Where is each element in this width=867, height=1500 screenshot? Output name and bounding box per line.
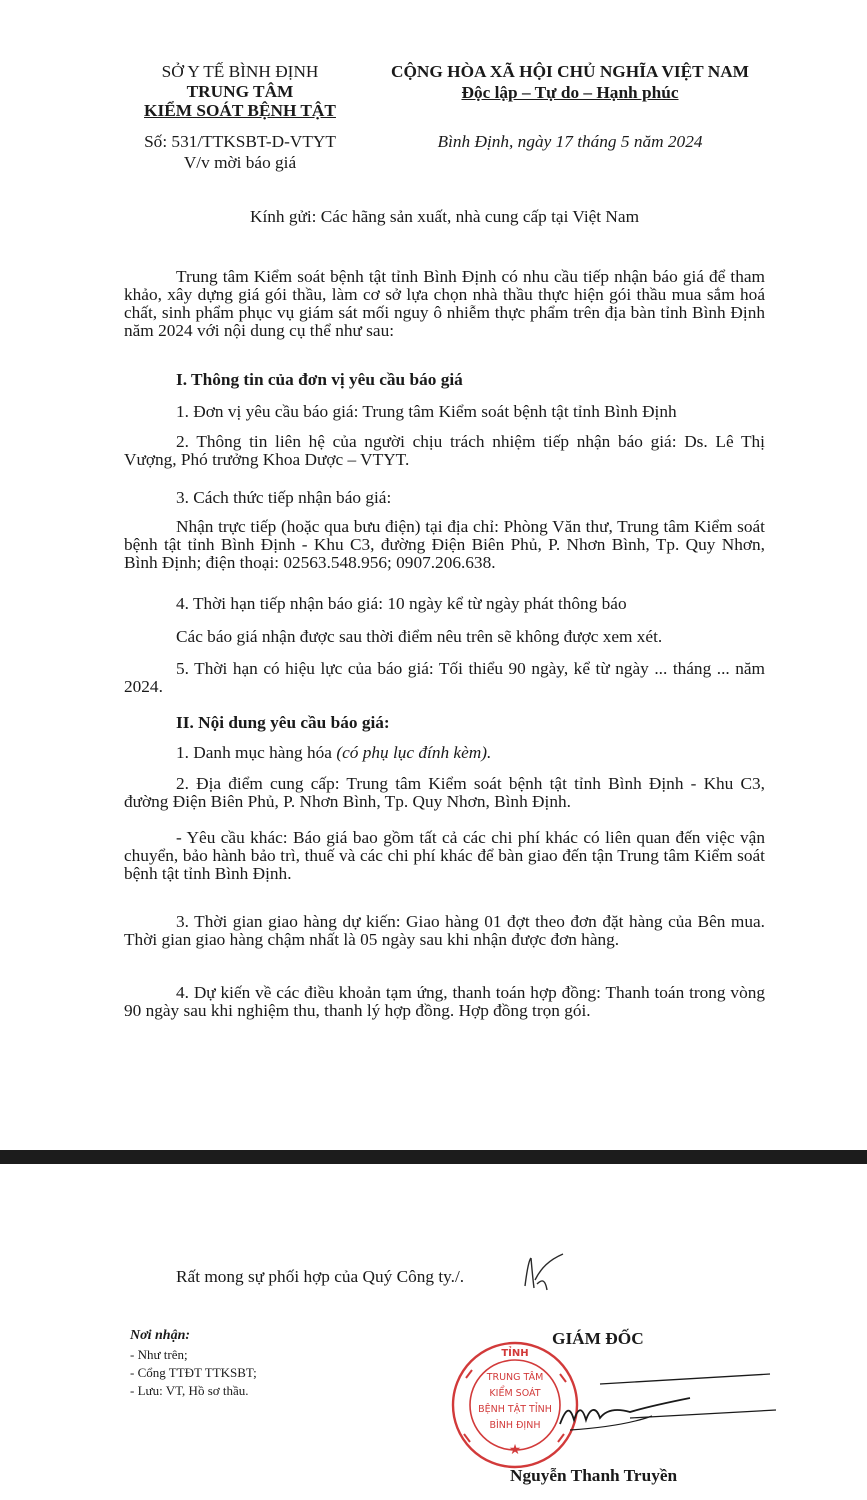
recipients-item-1: - Như trên; [130, 1347, 188, 1362]
recipient-line: Kính gửi: Các hãng sản xuất, nhà cung cấp tại Việt Nam [249, 207, 640, 226]
document-number: Số: 531/TTKSBT-D-VTYT [144, 132, 336, 151]
section2-item1-note: (có phụ lục đính kèm). [336, 743, 492, 762]
page-separator [0, 1150, 867, 1164]
center-name-underlined: KIỂM SOÁT BỆNH TẬT [144, 101, 336, 120]
recipients-item-2: - Cổng TTĐT TTKSBT; [130, 1365, 257, 1380]
stamp-ring-top: TỈNH [501, 1348, 529, 1359]
stamp-text-3: BỆNH TẬT TỈNH [478, 1404, 552, 1415]
section1-title: I. Thông tin của đơn vị yêu cầu báo giá [176, 370, 463, 389]
director-signature [540, 1372, 780, 1442]
section2-title: II. Nội dung yêu cầu báo giá: [176, 713, 390, 732]
signer-role: GIÁM ĐỐC [552, 1329, 644, 1348]
section2-item1-label: 1. Danh mục hàng hóa [176, 743, 332, 762]
section2-item4: 4. Dự kiến về các điều khoản tạm ứng, thanh toán hợp đồng: Thanh toán trong vòng 90 ngày sau khi nghiệm thu, thanh lý hợp đồng. Hợp đồng trọn gói. [124, 983, 765, 1020]
section2-item2: 2. Địa điểm cung cấp: Trung tâm Kiểm soát bệnh tật tỉnh Bình Định - Khu C3, đường Điện Biên Phủ, P. Nhơn Bình, Tp. Quy Nhơn, Bình Định. [124, 774, 765, 811]
agency-name: SỞ Y TẾ BÌNH ĐỊNH [161, 62, 319, 81]
national-motto-underlined: Độc lập – Tự do – Hạnh phúc [461, 83, 679, 102]
initial-signature [521, 1250, 567, 1294]
center-name-line2 [130, 101, 350, 121]
section1-item2: 2. Thông tin liên hệ của người chịu trách nhiệm tiếp nhận báo giá: Ds. Lê Thị Vượng, Phó trưởng Khoa Dược – VTYT. [124, 432, 765, 469]
stamp-star-icon: ★ [508, 1442, 522, 1458]
section1-item4: 4. Thời hạn tiếp nhận báo giá: 10 ngày kể từ ngày phát thông báo [176, 594, 627, 613]
section2-item1 [176, 743, 491, 763]
section1-item4-note: Các báo giá nhận được sau thời điểm nêu trên sẽ không được xem xét. [176, 627, 663, 646]
document-subject: V/v mời báo giá [183, 153, 297, 172]
recipients-item-3: - Lưu: VT, Hồ sơ thầu. [130, 1383, 249, 1398]
section1-item3-detail: Nhận trực tiếp (hoặc qua bưu điện) tại địa chỉ: Phòng Văn thư, Trung tâm Kiểm soát bệnh tật tỉnh Bình Định - Khu C3, đường Điện Biên Phủ, P. Nhơn Bình, Tp. Quy Nhơn, Bình Định; điện thoại: 02563.548.956; 0907.206.638. [124, 517, 765, 572]
national-title: CỘNG HÒA XÃ HỘI CHỦ NGHĨA VIỆT NAM [391, 62, 749, 81]
intro-paragraph: Trung tâm Kiểm soát bệnh tật tỉnh Bình Định có nhu cầu tiếp nhận báo giá để tham khảo, xây dựng giá gói thầu, làm cơ sở lựa chọn nhà thầu thực hiện gói thầu mua sắm hoá chất, sinh phẩm phục vụ giám sát mối nguy ô nhiễm thực phẩm trên địa bàn tỉnh Bình Định năm 2024 với nội dung cụ thể như sau: [124, 267, 765, 340]
national-motto [360, 83, 780, 103]
recipients-title: Nơi nhận: [130, 1328, 191, 1343]
section1-item1: 1. Đơn vị yêu cầu báo giá: Trung tâm Kiểm soát bệnh tật tỉnh Bình Định [176, 402, 677, 421]
section1-item5: 5. Thời hạn có hiệu lực của báo giá: Tối thiểu 90 ngày, kể từ ngày ... tháng ... năm 2024. [124, 659, 765, 696]
stamp-text-4: BÌNH ĐỊNH [489, 1420, 541, 1431]
section2-item3: 3. Thời gian giao hàng dự kiến: Giao hàng 01 đợt theo đơn đặt hàng của Bên mua. Thời gian giao hàng chậm nhất là 05 ngày sau khi nhận được đơn hàng. [124, 912, 765, 949]
section2-item2-other: - Yêu cầu khác: Báo giá bao gồm tất cả các chi phí khác có liên quan đến việc vận chuyển, bảo hành bảo trì, thuế và các chi phí khác để bàn giao đến tận Trung tâm Kiểm soát bệnh tật tỉnh Bình Định. [124, 828, 765, 883]
closing-line: Rất mong sự phối hợp của Quý Công ty./. [176, 1267, 465, 1286]
center-name-line1: TRUNG TÂM [186, 82, 294, 101]
section1-item3: 3. Cách thức tiếp nhận báo giá: [176, 488, 392, 507]
stamp-text-2: KIỂM SOÁT [489, 1388, 541, 1399]
signer-name: Nguyễn Thanh Truyền [510, 1466, 678, 1485]
document-date: Bình Định, ngày 17 tháng 5 năm 2024 [437, 132, 703, 151]
stamp-text-1: TRUNG TÂM [486, 1372, 544, 1383]
